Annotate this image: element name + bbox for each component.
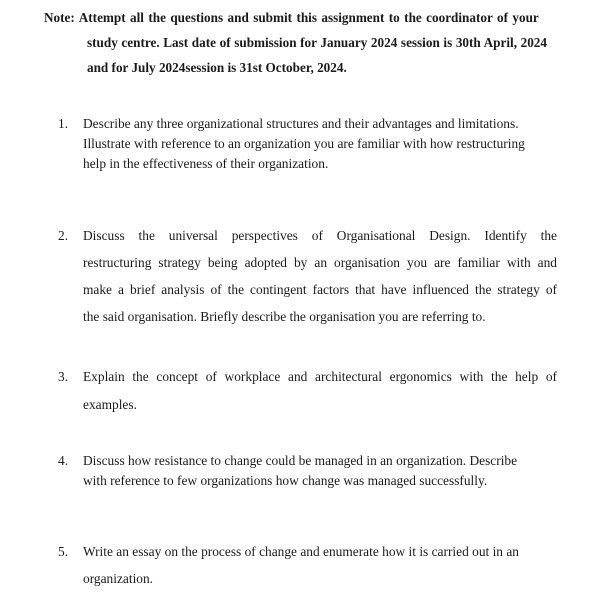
question-line (83, 369, 557, 385)
note-line-2 (87, 35, 547, 51)
question-line (83, 156, 328, 172)
question-text: examples. (83, 397, 137, 412)
note-label: Note: (44, 10, 75, 25)
question-text: help in the effectiveness of their organization. (83, 156, 329, 171)
note-line-1 (44, 10, 539, 26)
question-line (83, 116, 519, 132)
question-number: 4. (58, 453, 69, 468)
question-text: Illustrate with reference to an organization you are familiar with how restructuring (83, 136, 525, 151)
question-line (83, 473, 487, 489)
question-line (83, 544, 519, 560)
question-line (83, 571, 153, 587)
question-text: the said organisation. Briefly describe the organisation you are referring to. (83, 309, 486, 324)
question-line (83, 228, 557, 244)
question-text: make a brief analysis of the contingent factors that have influenced the strategy of (83, 282, 557, 297)
question-line (83, 136, 525, 152)
question-text: Explain the concept of workplace and architectural ergonomics with the help of (83, 369, 557, 384)
question-line (83, 397, 137, 413)
question-text: Describe any three organizational structures and their advantages and limitations. (83, 116, 519, 131)
note-text-1: Attempt all the questions and submit this assignment to the coordinator of your (78, 10, 539, 25)
question-line (83, 309, 486, 325)
question-number: 2. (58, 228, 69, 243)
question-line (83, 282, 557, 298)
note-text-3: and for July 2024session is 31st October, 2024. (87, 60, 347, 75)
question-text: Discuss the universal perspectives of Organisational Design. Identify the (83, 228, 557, 243)
question-line (83, 255, 557, 271)
note-text-2: study centre. Last date of submission for January 2024 session is 30th April, 2024 (87, 35, 547, 50)
question-text: organization. (83, 571, 154, 586)
question-text: restructuring strategy being adopted by an organisation you are familiar with and (83, 255, 557, 270)
question-text: Discuss how resistance to change could be managed in an organization. Describe (83, 453, 518, 468)
question-text: with reference to few organizations how change was managed successfully. (83, 473, 488, 488)
note-line-3 (87, 60, 347, 76)
question-number: 5. (58, 544, 69, 559)
question-line (83, 453, 517, 469)
question-text: Write an essay on the process of change and enumerate how it is carried out in an (83, 544, 519, 559)
question-number: 3. (58, 369, 69, 384)
question-number: 1. (58, 116, 69, 131)
